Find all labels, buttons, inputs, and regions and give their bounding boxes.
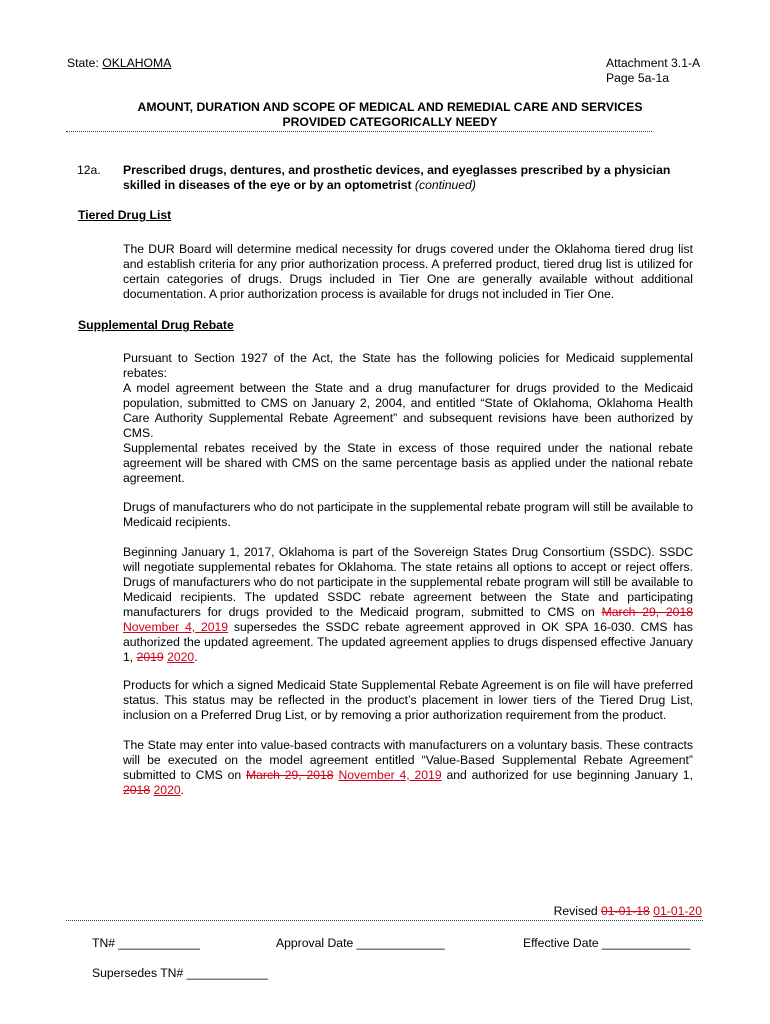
- p7-text-b: and authorized for use beginning January 1,: [441, 768, 693, 782]
- document-title: [60, 100, 720, 130]
- rebate-paragraph-4: Drugs of manufacturers who do not participate in the supplemental rebate program will still be available to Medicaid recipients.: [123, 500, 693, 529]
- rebate-paragraph-6: Products for which a signed Medicaid State Supplemental Rebate Agreement is on file will have preferred status. This status may be reflected in the product’s placement in lower tiers of the Tiered Drug List, inclusion on a Preferred Drug List, or by removing a prior authorization requirement from the product.: [123, 678, 693, 722]
- rebate-paragraph-1: Pursuant to Section 1927 of the Act, the State has the following policies for Medicaid supplemental rebates:: [123, 351, 693, 380]
- p5-deleted-date: March 29, 2018: [601, 605, 693, 619]
- p5-text-a: Beginning January 1, 2017, Oklahoma is part of the Sovereign States Drug Consortium (SSDC). SSDC will negotiate supplemental rebates for Oklahoma. The state retains all options to accept or reject offers. Drugs of manufacturers who do not participate in the supplemental rebate program will still be available to Medicaid recipients. The updated SSDC rebate agreement between the State and participating manufacturers for drugs provided to the Medicaid program, submitted to CMS on: [123, 545, 693, 619]
- effective-date-field: Effective Date _____________: [523, 936, 691, 950]
- revised-stamp: [554, 904, 702, 919]
- tn-field: TN# ____________: [92, 936, 200, 950]
- item-heading-text: Prescribed drugs, dentures, and prosthetic devices, and eyeglasses prescribed by a physician skilled in diseases of the eye or by an optometrist: [123, 163, 671, 192]
- p7-inserted-date: November 4, 2019: [338, 768, 442, 782]
- p7-inserted-year: 2020: [153, 783, 181, 797]
- rebate-paragraph-2: A model agreement between the State and a drug manufacturer for drugs provided to the Medicaid population, submitted to CMS on January 2, 2004, and entitled “State of Oklahoma, Oklahoma Health Care Authority Supplemental Rebate Agreement” and subsequent revisions have been authorized by CMS.: [123, 381, 693, 440]
- tiered-drug-list-text: The DUR Board will determine medical necessity for drugs covered under the Oklahoma tiered drug list and establish criteria for any prior authorization process. A preferred product, tiered drug list is utilized for certain categories of drugs. Drugs included in Tier One are generally available without additional documentation. A prior authorization process is available for drugs not included in Tier One.: [123, 242, 693, 301]
- title-line-1: AMOUNT, DURATION AND SCOPE OF MEDICAL AND REMEDIAL CARE AND SERVICES: [137, 100, 643, 114]
- rebate-paragraph-7: [123, 738, 693, 798]
- title-line-2: PROVIDED CATEGORICALLY NEEDY: [282, 115, 498, 129]
- p5-deleted-year: 2019: [136, 650, 164, 664]
- p5-inserted-year: 2020: [167, 650, 195, 664]
- revised-new-date: 01-01-20: [653, 904, 702, 918]
- p7-text-a: The State may enter into value-based contracts with manufacturers on a voluntary basis. These contracts will be executed on the model agreement entitled “Value-Based Supplemental Rebate Agreement” submitted to CMS on: [123, 738, 693, 782]
- p5-inserted-date: November 4, 2019: [123, 620, 229, 634]
- p7-deleted-year: 2018: [123, 783, 151, 797]
- state-value: OKLAHOMA: [102, 56, 172, 70]
- attachment-label: Attachment 3.1-A: [606, 56, 701, 70]
- revised-old-date: 01-01-18: [601, 904, 650, 918]
- state-label: State:: [67, 56, 99, 70]
- page-label: Page 5a-1a: [606, 71, 670, 85]
- item-continued: (continued): [414, 178, 476, 192]
- footer-rule: [66, 920, 703, 921]
- p7-text-c: .: [180, 783, 185, 797]
- supplemental-rebate-heading: Supplemental Drug Rebate: [78, 318, 234, 332]
- title-rule: [66, 131, 652, 132]
- p5-text-b: supersedes the SSDC rebate agreement approved in OK SPA 16-030. CMS has authorized the updated agreement. The updated agreement applies to drugs dispensed effective January 1,: [123, 620, 693, 664]
- rebate-paragraph-3: Supplemental rebates received by the State in excess of those required under the national rebate agreement will be shared with CMS on the same percentage basis as applied under the national rebate agreement.: [123, 441, 693, 485]
- state-header: [67, 56, 171, 71]
- p5-text-c: .: [194, 650, 198, 664]
- tiered-drug-list-heading: Tiered Drug List: [78, 208, 172, 222]
- item-number: 12a.: [77, 163, 101, 177]
- rebate-paragraph-5: [123, 545, 693, 665]
- item-heading: [123, 163, 693, 193]
- revised-label: Revised: [553, 904, 598, 918]
- approval-date-field: Approval Date _____________: [276, 936, 445, 950]
- supersedes-tn-field: Supersedes TN# ____________: [92, 966, 268, 980]
- p7-deleted-date: March 29, 2018: [246, 768, 334, 782]
